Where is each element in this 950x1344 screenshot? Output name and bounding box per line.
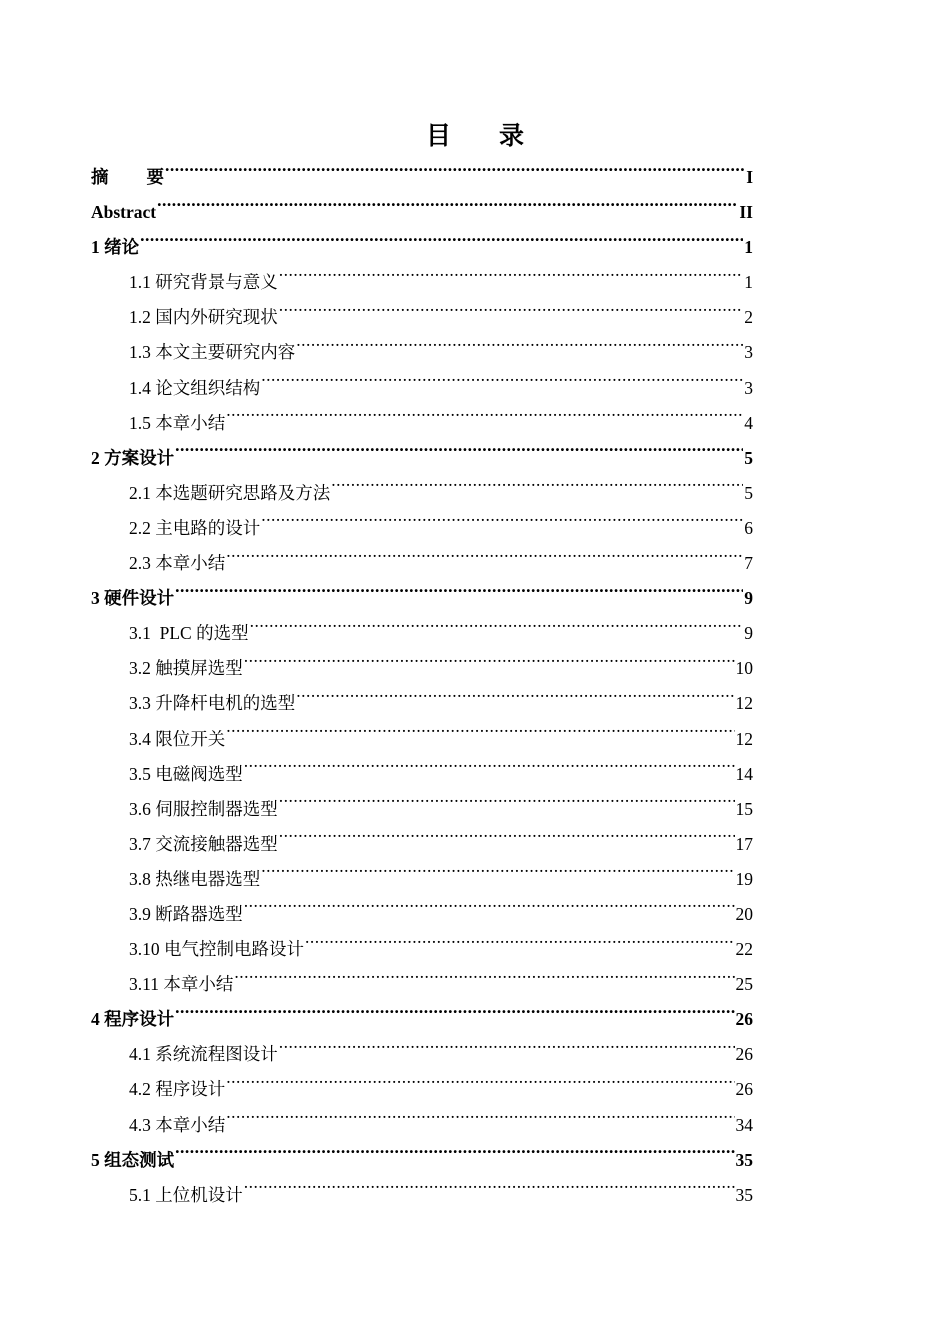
toc-leader-dots (226, 534, 743, 569)
toc-page-number: II (739, 202, 753, 223)
toc-page-number: 26 (735, 1044, 753, 1065)
toc-entry-1-1[interactable] (91, 253, 753, 293)
toc-leader-dots (244, 1166, 735, 1201)
toc-leader-dots (279, 780, 735, 815)
toc-entry-label: Abstract (91, 202, 157, 223)
toc-page-number: 4 (744, 412, 753, 433)
toc-leader-dots (261, 499, 743, 534)
toc-page-number: 17 (735, 833, 753, 854)
toc-page-number: 3 (744, 342, 753, 363)
toc-page-number: 6 (744, 517, 753, 538)
table-of-contents (91, 148, 753, 1205)
toc-leader-dots (165, 148, 745, 183)
toc-page-number: 26 (735, 1009, 753, 1030)
toc-entry-label: 3.5 电磁阀选型 (129, 763, 243, 784)
toc-page-number: 5 (744, 482, 753, 503)
toc-entry-label: 3.11 本章小结 (129, 974, 234, 995)
toc-entry-label: 2.3 本章小结 (129, 553, 226, 574)
toc-leader-dots (250, 604, 744, 639)
page-title (0, 116, 950, 152)
toc-entry-2-1[interactable] (91, 464, 753, 503)
toc-leader-dots (296, 323, 743, 358)
title-char-1: 目 (425, 121, 451, 150)
toc-entry-label: 1.1 研究背景与意义 (129, 272, 278, 293)
toc-page-number: 14 (735, 763, 753, 784)
toc-entry-label: 1 绪论 (91, 237, 140, 258)
toc-page-number: 35 (735, 1184, 753, 1205)
toc-page-number: 1 (744, 272, 753, 293)
toc-entry-5-1[interactable] (91, 1166, 753, 1205)
toc-page-number: 1 (744, 237, 753, 258)
toc-entry-label: 5 组态测试 (91, 1149, 175, 1170)
toc-entry-label: 1.2 国内外研究现状 (129, 307, 278, 328)
toc-page-number: 26 (735, 1079, 753, 1100)
toc-entry-label: 5.1 上位机设计 (129, 1184, 243, 1205)
toc-leader-dots (279, 253, 744, 288)
toc-page-number: 15 (735, 798, 753, 819)
toc-entry-3-1[interactable] (91, 604, 753, 644)
toc-page-number: 5 (744, 447, 753, 468)
toc-entry-chapter-4[interactable] (91, 990, 753, 1030)
toc-leader-dots (234, 955, 734, 990)
toc-page-number: 2 (744, 307, 753, 328)
toc-entry-label: 3.7 交流接触器选型 (129, 833, 278, 854)
toc-page-number: 12 (735, 693, 753, 714)
toc-page-number: 19 (735, 868, 753, 889)
toc-page-number: 35 (735, 1149, 753, 1170)
toc-page-number: 9 (744, 588, 753, 609)
toc-entry-abstract-cn[interactable] (91, 148, 753, 187)
toc-page-number: 3 (744, 377, 753, 398)
toc-entry-chapter-5[interactable] (91, 1131, 753, 1170)
toc-leader-dots (279, 815, 735, 850)
toc-entry-label: 4.1 系统流程图设计 (129, 1044, 278, 1065)
toc-page-number: 34 (735, 1114, 753, 1135)
toc-leader-dots (175, 990, 734, 1025)
toc-page-number: 20 (735, 903, 753, 924)
toc-entry-label: 3.1 PLC 的选型 (129, 623, 249, 644)
toc-leader-dots (244, 885, 735, 920)
toc-leader-dots (226, 1096, 734, 1131)
toc-leader-dots (175, 569, 743, 604)
toc-leader-dots (261, 850, 734, 885)
toc-leader-dots (261, 359, 743, 394)
toc-leader-dots (305, 920, 735, 955)
toc-page-number: 9 (744, 623, 753, 644)
toc-leader-dots (226, 1060, 734, 1095)
toc-page-number: 12 (735, 728, 753, 749)
toc-entry-label: 3.6 伺服控制器选型 (129, 798, 278, 819)
toc-entry-label: 1.3 本文主要研究内容 (129, 342, 296, 363)
toc-leader-dots (279, 288, 744, 323)
toc-leader-dots (279, 1025, 735, 1060)
toc-entry-abstract-en[interactable] (91, 183, 753, 223)
toc-page-number: 7 (744, 553, 753, 574)
toc-entry-label: 3 硬件设计 (91, 588, 175, 609)
toc-leader-dots (140, 218, 743, 253)
toc-entry-label: 3.2 触摸屏选型 (129, 658, 243, 679)
toc-page-number: 22 (735, 939, 753, 960)
toc-entry-label: 1.5 本章小结 (129, 412, 226, 433)
toc-entry-label: 2.2 主电路的设计 (129, 517, 261, 538)
toc-entry-label: 3.3 升降杆电机的选型 (129, 693, 296, 714)
toc-entry-label: 2.1 本选题研究思路及方法 (129, 482, 331, 503)
toc-page-number: 25 (735, 974, 753, 995)
toc-leader-dots (157, 183, 738, 218)
toc-page-number: 10 (735, 658, 753, 679)
toc-leader-dots (175, 1131, 734, 1166)
toc-entry-chapter-2[interactable] (91, 429, 753, 468)
toc-entry-label: 4.2 程序设计 (129, 1079, 226, 1100)
toc-entry-label: 摘 要 (91, 167, 164, 187)
toc-entry-label: 4 程序设计 (91, 1009, 175, 1030)
toc-entry-label: 3.10 电气控制电路设计 (129, 939, 304, 960)
toc-leader-dots (226, 394, 743, 429)
toc-entry-label: 3.4 限位开关 (129, 728, 226, 749)
toc-leader-dots (244, 639, 735, 674)
toc-page-number: I (746, 167, 753, 187)
toc-entry-4-1[interactable] (91, 1025, 753, 1065)
toc-entry-label: 3.9 断路器选型 (129, 903, 243, 924)
toc-leader-dots (226, 710, 734, 745)
toc-leader-dots (331, 464, 743, 499)
toc-leader-dots (244, 745, 735, 780)
toc-leader-dots (296, 674, 734, 709)
toc-leader-dots (175, 429, 743, 464)
title-char-2: 录 (499, 121, 525, 150)
toc-entry-label: 2 方案设计 (91, 447, 175, 468)
toc-entry-chapter-3[interactable] (91, 569, 753, 609)
toc-entry-label: 1.4 论文组织结构 (129, 377, 261, 398)
toc-entry-label: 4.3 本章小结 (129, 1114, 226, 1135)
toc-entry-chapter-1[interactable] (91, 218, 753, 258)
toc-entry-label: 3.8 热继电器选型 (129, 868, 261, 889)
